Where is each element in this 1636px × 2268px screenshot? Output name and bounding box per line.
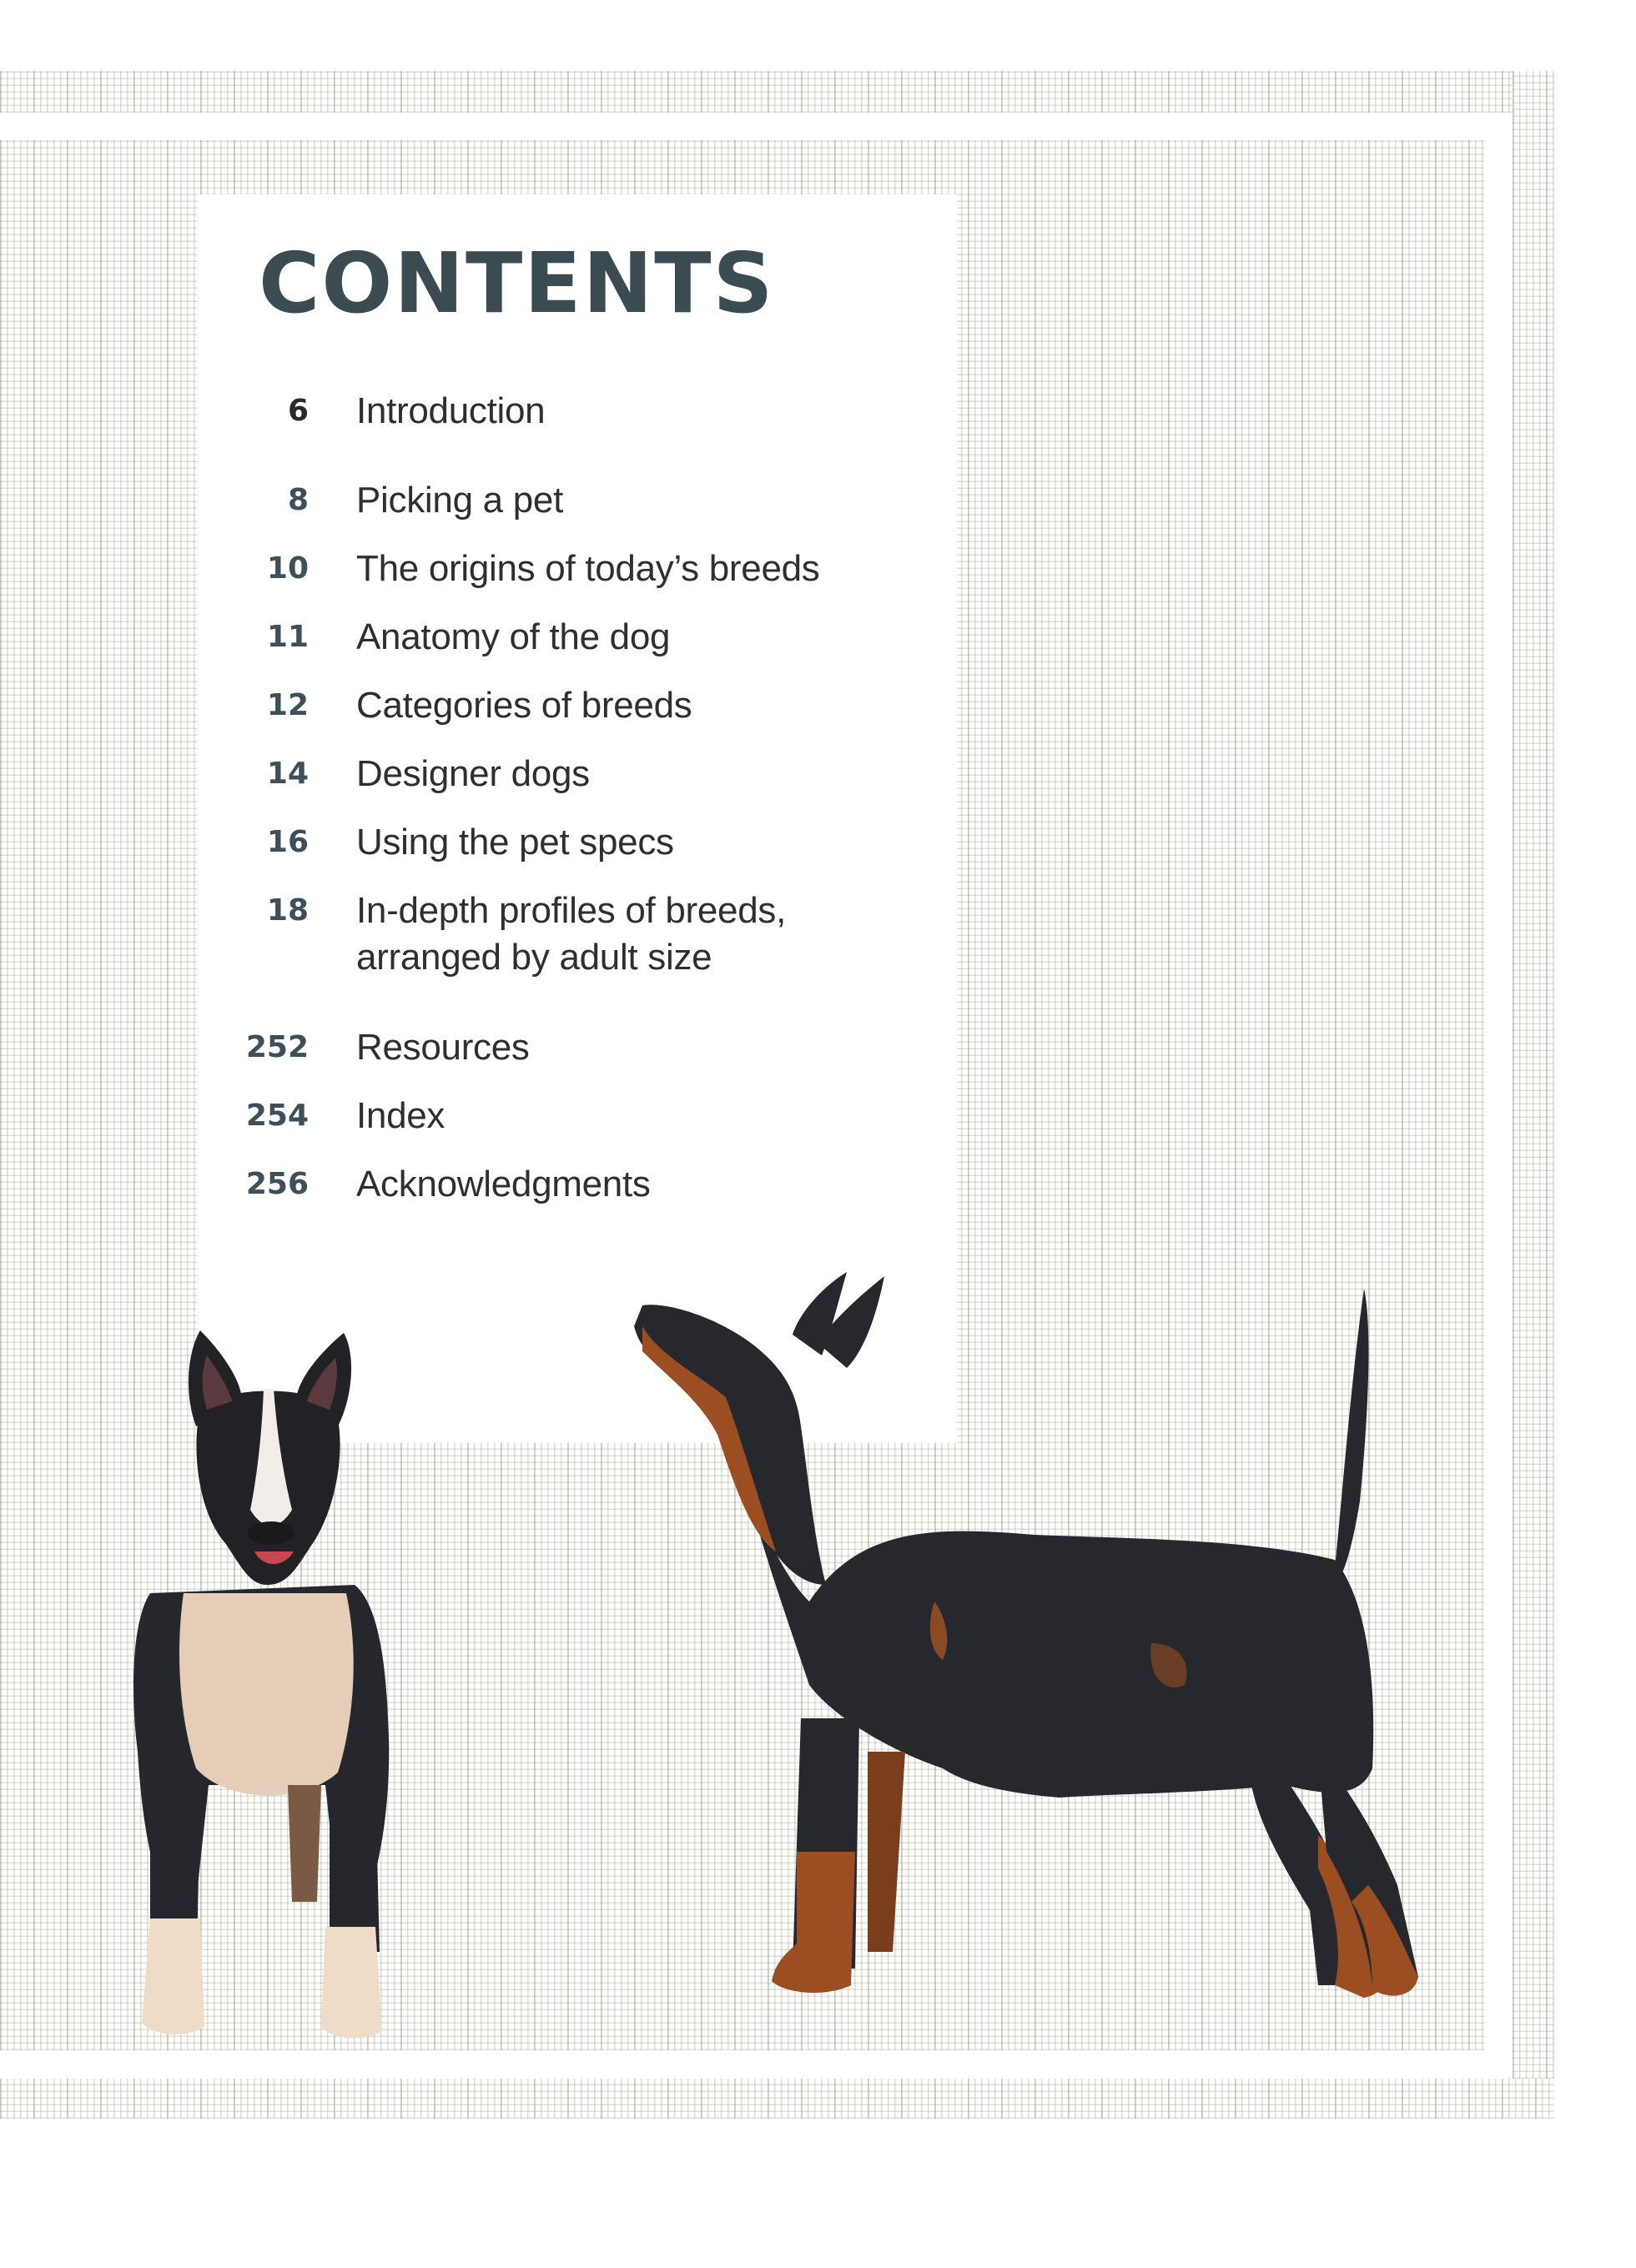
toc-page-number: 11: [266, 620, 309, 654]
grid-border-right: [1513, 71, 1554, 2119]
toc-item-acknowledgments[interactable]: [200, 1161, 868, 1211]
toc-title-line2: arranged by adult size: [356, 937, 712, 978]
toc-title: Anatomy of the dog: [356, 616, 671, 657]
toc-page-number: 256: [245, 1167, 309, 1201]
miniature-pinscher-photo: [617, 1251, 1468, 2035]
toc-page-number: 6: [287, 394, 309, 428]
toc-page-number: 18: [266, 893, 309, 928]
toc-item-resources[interactable]: [200, 1024, 868, 1074]
toc-item-origins[interactable]: [200, 546, 868, 596]
grid-border-bottom: [0, 2079, 1554, 2119]
toc-page-number: 16: [266, 825, 309, 859]
toc-item-picking-a-pet[interactable]: [200, 477, 868, 527]
toc-item-anatomy[interactable]: [200, 614, 868, 664]
toc-item-introduction[interactable]: [200, 388, 868, 438]
page-title: CONTENTS: [259, 234, 775, 332]
toc-page-number: 254: [245, 1099, 309, 1133]
bull-terrier-photo: [117, 1318, 417, 2052]
grid-border-top: [0, 71, 1554, 113]
toc-title: Picking a pet: [356, 480, 564, 520]
toc-page-number: 12: [266, 688, 309, 722]
toc-page-number: 8: [287, 483, 309, 517]
toc-title-line1: In-depth profiles of breeds,: [356, 890, 787, 931]
toc-page-number: 10: [266, 551, 309, 586]
toc-item-breed-profiles[interactable]: [200, 888, 868, 988]
toc-title: Resources: [356, 1027, 530, 1068]
toc-item-categories[interactable]: [200, 682, 868, 732]
toc-title: Index: [356, 1095, 445, 1136]
toc-title: The origins of today’s breeds: [356, 548, 820, 589]
toc-page-number: 14: [266, 757, 309, 791]
toc-page-number: 252: [245, 1030, 309, 1064]
toc-title: [356, 888, 786, 981]
toc-title: Acknowledgments: [356, 1164, 651, 1204]
toc-title: Designer dogs: [356, 753, 590, 794]
toc-item-designer-dogs[interactable]: [200, 751, 868, 801]
toc-item-index[interactable]: [200, 1093, 868, 1143]
toc-title: Using the pet specs: [356, 822, 674, 862]
toc-title: Introduction: [356, 390, 546, 431]
toc-item-pet-specs[interactable]: [200, 819, 868, 869]
toc-title: Categories of breeds: [356, 685, 692, 726]
